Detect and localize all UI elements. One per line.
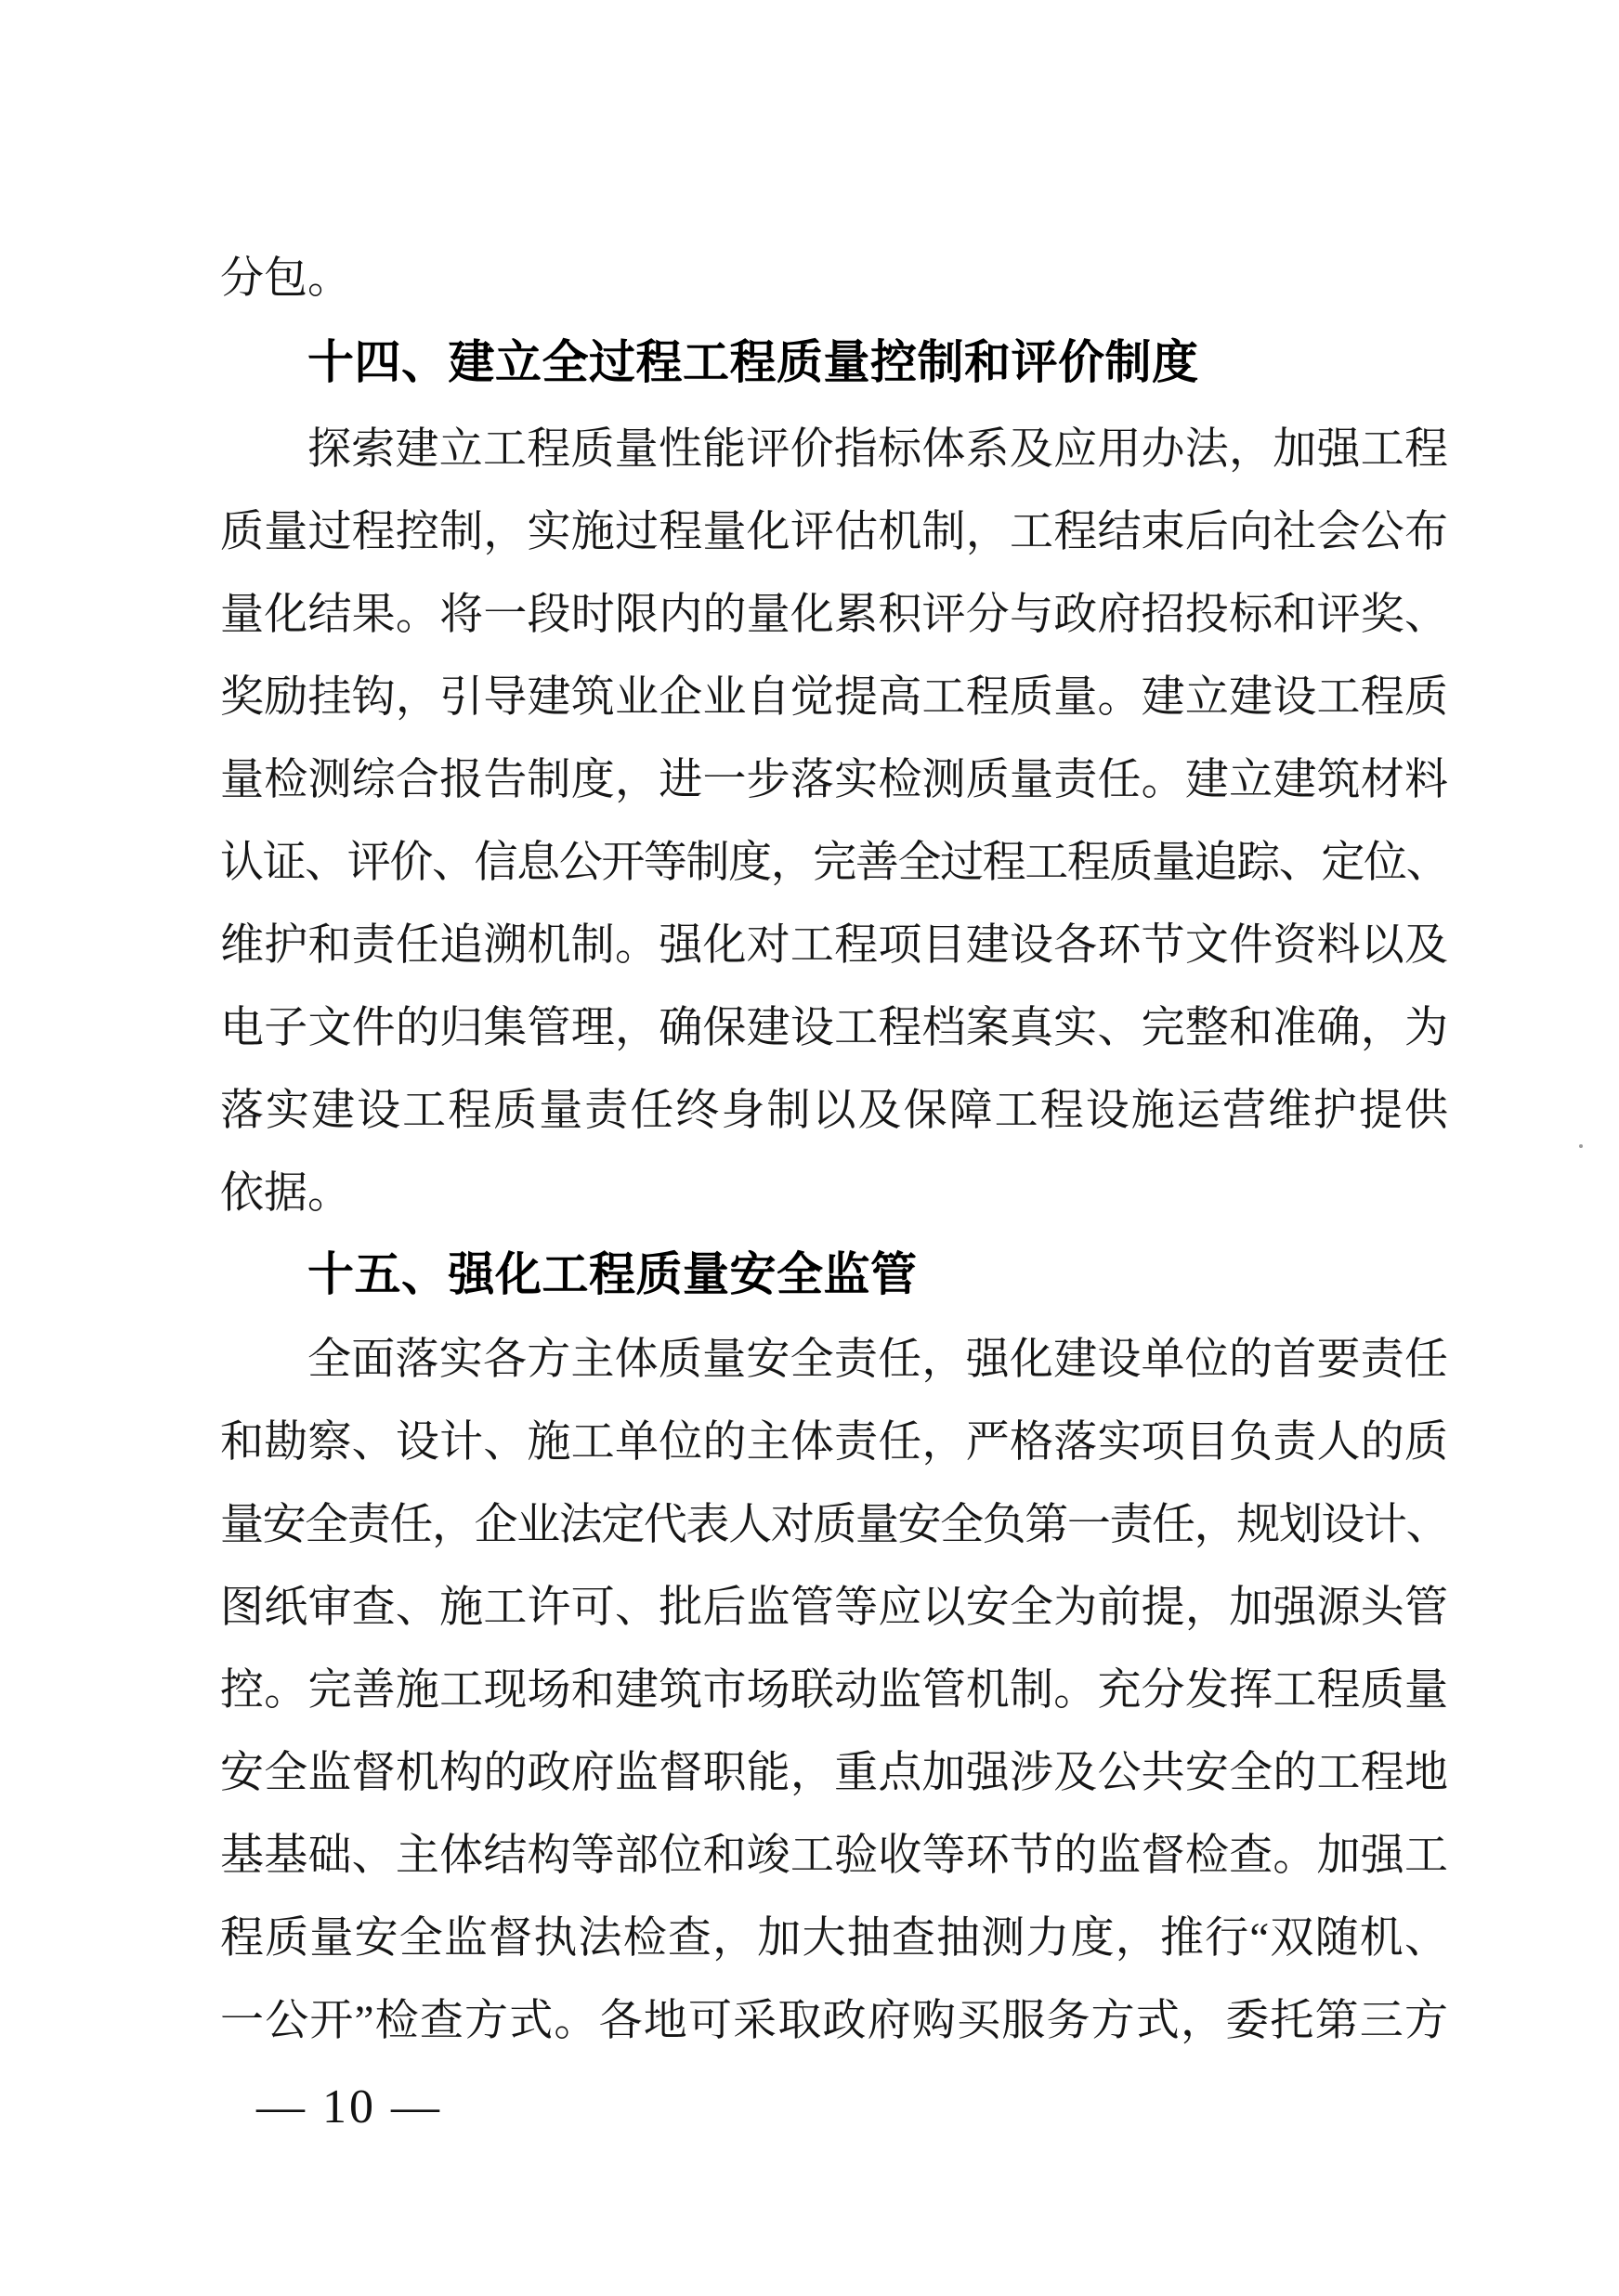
scan-speck [1579, 1144, 1583, 1148]
text-line: 一公开”检查方式。各地可采取政府购买服务方式，委托第三方 [220, 1997, 1448, 2045]
text-line: 维护和责任追溯机制。强化对工程项目建设各环节文件资料以及 [220, 921, 1448, 970]
text-line: 和勘察、设计、施工单位的主体责任，严格落实项目负责人的质 [220, 1418, 1448, 1467]
text-line: 认证、评价、信息公开等制度，完善全过程工程质量追踪、定位、 [220, 839, 1448, 887]
text-line: 奖励挂钩，引导建筑业企业自觉提高工程质量。建立建设工程质 [220, 673, 1448, 722]
text-line: 落实建设工程质量责任终身制以及保障工程设施运营维护提供 [220, 1087, 1448, 1135]
page-number: — 10 — [256, 2081, 442, 2133]
section-14-paragraph [220, 409, 1448, 1235]
text-line: 量化结果。将一段时限内的量化累积评分与政府招投标和评奖、 [220, 591, 1448, 639]
text-line: 质量过程控制，实施过程量化评估机制，工程结束后向社会公布 [220, 508, 1448, 556]
text-line: 探索建立工程质量性能评价指标体系及应用办法，加强工程 [307, 425, 1448, 474]
text-line: 基基础、主体结构等部位和竣工验收等环节的监督检查。加强工 [220, 1832, 1448, 1880]
text-line: 程质量安全监督执法检查，加大抽查抽测力度，推行“双随机、 [220, 1914, 1448, 1963]
text-line: 全面落实各方主体质量安全责任，强化建设单位的首要责任 [307, 1336, 1448, 1384]
section-14-heading: 十四、建立全过程工程质量控制和评价制度 [307, 336, 1199, 388]
text-line: 图纸审查、施工许可、批后监管等应以安全为前提，加强源头管 [220, 1584, 1448, 1632]
section-15-heading: 十五、强化工程质量安全监管 [307, 1248, 918, 1300]
paragraph-continuation-line: 分包。 [220, 254, 351, 303]
text-line: 量安全责任，企业法定代表人对质量安全负第一责任，规划设计、 [220, 1501, 1448, 1549]
text-line: 依据。 [220, 1169, 351, 1218]
text-line: 安全监督机构的政府监督职能，重点加强涉及公共安全的工程地 [220, 1749, 1448, 1797]
text-line: 电子文件的归集管理，确保建设工程档案真实、完整和准确，为 [220, 1004, 1448, 1052]
text-line: 量检测综合报告制度，进一步落实检测质量责任。建立建筑材料 [220, 756, 1448, 804]
text-line: 控。完善施工现场和建筑市场联动监管机制。充分发挥工程质量 [220, 1666, 1448, 1715]
section-15-paragraph [220, 1319, 1448, 2063]
